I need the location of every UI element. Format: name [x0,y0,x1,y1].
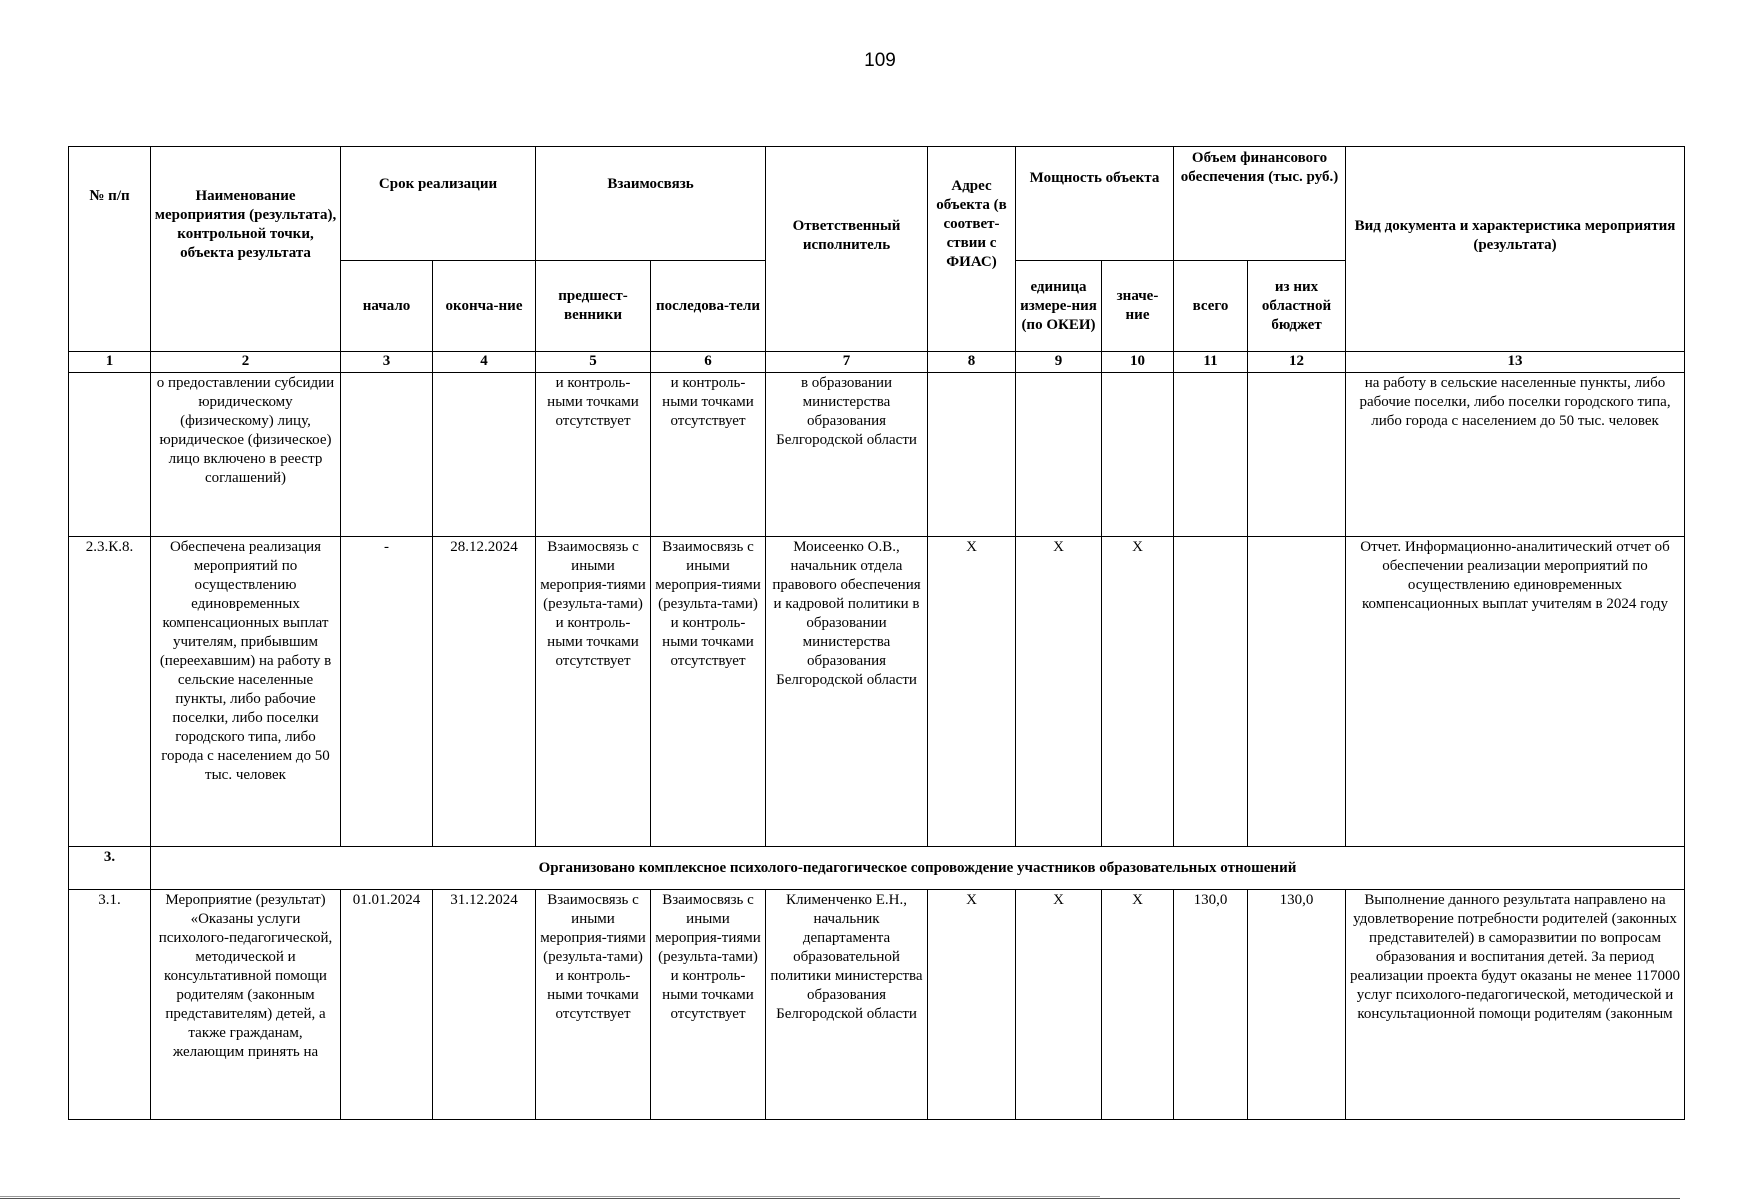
table-row [69,537,1685,847]
row-value [1102,373,1174,537]
row-doc: Выполнение данного результата направлено на удовлетворение потребности родителей (законных представителей) в саморазвитии по вопросам образования и воспитания детей. За период реализации проекта будут оказаны не менее 117000 услуг психолого-педагогической, методической и консультационной помощи родителям (законным [1346,890,1685,1120]
header-finance-regional: из них областной бюджет [1248,261,1346,352]
column-number: 9 [1016,352,1102,373]
column-number: 7 [766,352,928,373]
column-number: 12 [1248,352,1346,373]
column-number: 13 [1346,352,1685,373]
column-number: 11 [1174,352,1248,373]
row-next: и контроль-ными точками отсутствует [651,373,766,537]
row-total: 130,0 [1174,890,1248,1120]
row-address [928,373,1016,537]
row-end: 28.12.2024 [433,537,536,847]
row-address: X [928,537,1016,847]
row-responsible: в образовании министерства образования Белгородской области [766,373,928,537]
header-link-prev: предшест-венники [536,261,651,352]
row-end: 31.12.2024 [433,890,536,1120]
row-start: 01.01.2024 [341,890,433,1120]
row-prev: и контроль-ными точками отсутствует [536,373,651,537]
column-number: 2 [151,352,341,373]
row-responsible: Клименченко Е.Н., начальник департамента образовательной политики министерства образования Белгородской области [766,890,928,1120]
header-name: Наименование мероприятия (результата), контрольной точки, объекта результата [151,147,341,352]
row-total [1174,373,1248,537]
section-title: Организовано комплексное психолого-педагогическое сопровождение участников образовательных отношений [151,847,1685,890]
row-regional [1248,373,1346,537]
row-prev: Взаимосвязь с иными мероприя-тиями (результа-тами) и контроль-ными точками отсутствует [536,537,651,847]
row-name: о предоставлении субсидии юридическому (физическому) лицу, юридическое (физическое) лицо включено в реестр соглашений) [151,373,341,537]
header-link: Взаимосвязь [536,147,766,261]
row-prev: Взаимосвязь с иными мероприя-тиями (результа-тами) и контроль-ными точками отсутствует [536,890,651,1120]
header-finance: Объем финансового обеспечения (тыс. руб.) [1174,147,1346,261]
row-regional: 130,0 [1248,890,1346,1120]
row-unit: X [1016,890,1102,1120]
row-address: X [928,890,1016,1120]
column-number: 10 [1102,352,1174,373]
row-start [341,373,433,537]
bottom-divider [0,1196,1100,1197]
row-total [1174,537,1248,847]
row-name: Мероприятие (результат) «Оказаны услуги психолого-педагогической, методической и консультативной помощи родителям (законным представителям) детей, а также гражданам, желающим принять на [151,890,341,1120]
header-capacity-unit: единица измере-ния (по ОКЕИ) [1016,261,1102,352]
table-row [69,890,1685,1120]
header-row-1 [69,147,1685,261]
row-regional [1248,537,1346,847]
bottom-divider [0,1198,1680,1199]
header-term: Срок реализации [341,147,536,261]
header-capacity: Мощность объекта [1016,147,1174,261]
column-number: 1 [69,352,151,373]
header-capacity-value: значе-ние [1102,261,1174,352]
header-term-start: начало [341,261,433,352]
column-number: 8 [928,352,1016,373]
column-number: 5 [536,352,651,373]
project-plan-table [68,146,1685,1120]
row-unit: X [1016,537,1102,847]
row-doc: на работу в сельские населенные пункты, либо рабочие поселки, либо поселки городского типа, либо города с населением до 50 тыс. человек [1346,373,1685,537]
column-numbers-row [69,352,1685,373]
row-doc: Отчет. Информационно-аналитический отчет об обеспечении реализации мероприятий по осуществлению единовременных компенсационных выплат учителям в 2024 году [1346,537,1685,847]
row-end [433,373,536,537]
row-num: 2.3.К.8. [69,537,151,847]
column-number: 3 [341,352,433,373]
header-responsible: Ответственный исполнитель [766,147,928,352]
header-address: Адрес объекта (в соответ-ствии с ФИАС) [928,147,1016,352]
section-num: 3. [69,847,151,890]
page-number: 109 [864,50,896,71]
table-row [69,373,1685,537]
header-finance-total: всего [1174,261,1248,352]
header-num: № п/п [69,147,151,352]
header-doc-type: Вид документа и характеристика мероприятия (результата) [1346,147,1685,352]
row-value: X [1102,890,1174,1120]
row-num [69,373,151,537]
column-number: 4 [433,352,536,373]
header-term-end: оконча-ние [433,261,536,352]
row-next: Взаимосвязь с иными мероприя-тиями (результа-тами) и контроль-ными точками отсутствует [651,537,766,847]
row-unit [1016,373,1102,537]
row-name: Обеспечена реализация мероприятий по осуществлению единовременных компенсационных выплат учителям, прибывшим (переехавшим) на работу в сельские населенные пункты, либо рабочие поселки, либо поселки городского типа, либо города с населением до 50 тыс. человек [151,537,341,847]
header-link-next: последова-тели [651,261,766,352]
row-responsible: Моисеенко О.В., начальник отдела правового обеспечения и кадровой политики в образовании министерства образования Белгородской области [766,537,928,847]
row-start: - [341,537,433,847]
row-value: X [1102,537,1174,847]
row-next: Взаимосвязь с иными мероприя-тиями (результа-тами) и контроль-ными точками отсутствует [651,890,766,1120]
section-row [69,847,1685,890]
column-number: 6 [651,352,766,373]
row-num: 3.1. [69,890,151,1120]
